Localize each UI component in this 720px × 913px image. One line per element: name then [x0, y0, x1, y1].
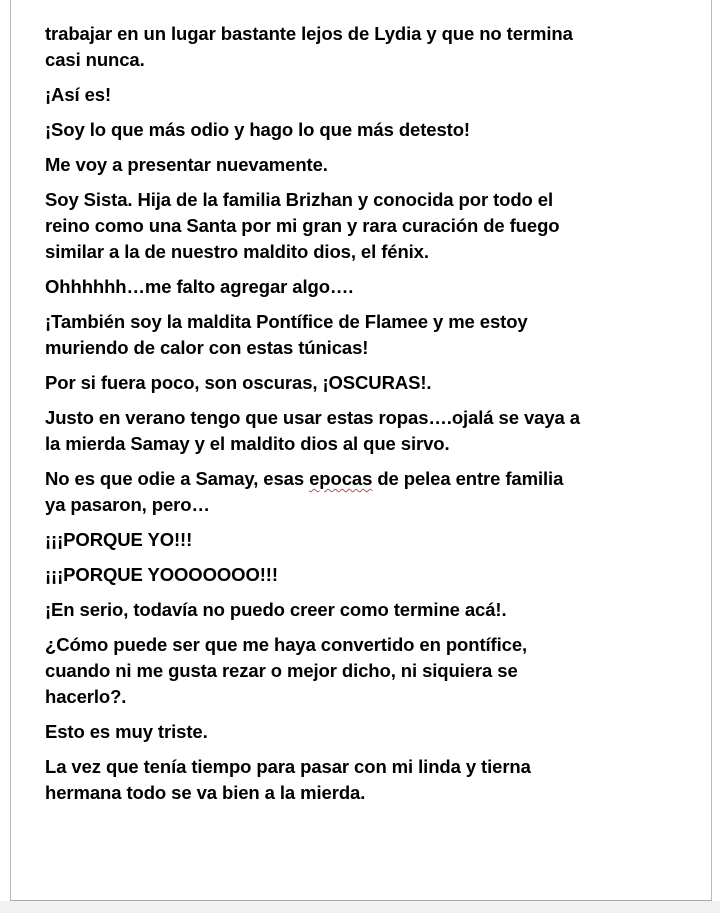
text-line: [45, 466, 678, 492]
paragraph[interactable]: [45, 21, 678, 73]
text-line: similar a la de nuestro maldito dios, el fénix.: [45, 241, 429, 262]
text-line: Esto es muy triste.: [45, 721, 208, 742]
text-line: la mierda Samay y el maldito dios al que sirvo.: [45, 433, 450, 454]
paragraph[interactable]: [45, 370, 678, 396]
paragraph[interactable]: [45, 187, 678, 265]
text-line: trabajar en un lugar bastante lejos de Lydia y que no termina: [45, 23, 573, 44]
text-line: Por si fuera poco, son oscuras, ¡OSCURAS!.: [45, 372, 432, 393]
text-line: ya pasaron, pero…: [45, 494, 210, 515]
paragraph[interactable]: [45, 309, 678, 361]
paragraph[interactable]: [45, 719, 678, 745]
misspelled-word[interactable]: epocas: [309, 468, 373, 489]
paragraph[interactable]: [45, 527, 678, 553]
paragraph[interactable]: [45, 117, 678, 143]
page-gap: [0, 901, 720, 913]
text-line: hermana todo se va bien a la mierda.: [45, 782, 366, 803]
text-line: cuando ni me gusta rezar o mejor dicho, ni siquiera se: [45, 660, 518, 681]
text-line: ¡También soy la maldita Pontífice de Flamee y me estoy: [45, 311, 528, 332]
text-line: Justo en verano tengo que usar estas ropas….ojalá se vaya a: [45, 407, 580, 428]
text-line: ¡En serio, todavía no puedo creer como termine acá!.: [45, 599, 507, 620]
text-line: reino como una Santa por mi gran y rara curación de fuego: [45, 215, 560, 236]
text-segment: No es que odie a Samay, esas: [45, 468, 310, 489]
text-line: La vez que tenía tiempo para pasar con mi linda y tierna: [45, 756, 531, 777]
text-line: muriendo de calor con estas túnicas!: [45, 337, 369, 358]
paragraph[interactable]: [45, 562, 678, 588]
text-line: Soy Sista. Hija de la familia Brizhan y conocida por todo el: [45, 189, 554, 210]
text-line: ¡Soy lo que más odio y hago lo que más detesto!: [45, 119, 470, 140]
text-line: ¡Así es!: [45, 84, 112, 105]
paragraph[interactable]: [45, 152, 678, 178]
paragraph[interactable]: [45, 405, 678, 457]
paragraph[interactable]: [45, 754, 678, 806]
paragraph[interactable]: [45, 597, 678, 623]
paragraph[interactable]: [45, 82, 678, 108]
text-line: Ohhhhhh…me falto agregar algo….: [45, 276, 354, 297]
text-line: ¡¡¡PORQUE YOOOOOOO!!!: [45, 564, 278, 585]
document-page[interactable]: [10, 0, 712, 901]
text-line: hacerlo?.: [45, 686, 127, 707]
text-segment: de pelea entre familia: [372, 468, 564, 489]
paragraph[interactable]: [45, 632, 678, 710]
paragraph[interactable]: [45, 466, 678, 518]
text-line: casi nunca.: [45, 49, 145, 70]
text-line: ¿Cómo puede ser que me haya convertido en pontífice,: [45, 634, 528, 655]
text-line: Me voy a presentar nuevamente.: [45, 154, 328, 175]
text-line: ¡¡¡PORQUE YO!!!: [45, 529, 193, 550]
paragraph[interactable]: [45, 274, 678, 300]
